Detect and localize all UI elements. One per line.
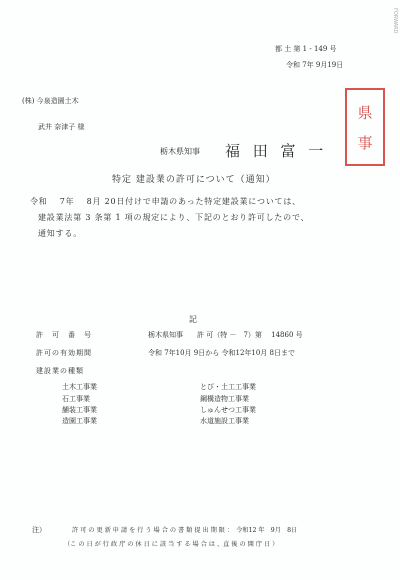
body-line-1: 令和 7年 8月 20日付けで申請のあった特定建設業については、: [30, 197, 301, 206]
business-type-left-2: 石工事業: [62, 395, 90, 403]
sender-title: 栃木県知事: [160, 147, 200, 156]
permit-number-value: 栃木県知事 許 可（特 － 7）第 14860 号: [148, 331, 303, 339]
svg-text:事: 事: [357, 134, 373, 152]
permit-period-value: 令和 7年10月 9日から 令和12年10月 8日まで: [148, 349, 295, 357]
business-type-left-4: 造園工事業: [62, 417, 97, 425]
seal-graphic: [345, 88, 385, 166]
doc-date: 令和 7年 9月19日: [286, 61, 344, 69]
permit-period-label: 許可の有効期間: [36, 349, 92, 357]
doc-number: 都 土 第 1 - 149 号: [275, 45, 337, 53]
note-label: 注）: [32, 526, 46, 534]
sender-name: 福 田 富 一: [225, 142, 328, 160]
business-type-left-1: 土木工事業: [62, 383, 97, 391]
business-type-right-4: 水道施設工事業: [200, 417, 249, 425]
permit-number-label: 許 可 番 号: [36, 331, 92, 339]
business-types-label: 建設業の種類: [36, 367, 84, 375]
body-line-2: 建設業法第 3 条第 1 項の規定により、下記のとおり許可したので、: [38, 213, 310, 222]
note-line-1: 許 可 の 更 新 申 請 を 行 う 場 合 の 書 類 提 出 期 限 ： 令和12 年 9月 8日: [72, 527, 298, 534]
business-type-left-3: 舗装工事業: [62, 406, 97, 414]
recipient-name: 武井 奈津子 様: [38, 123, 85, 131]
business-type-right-2: 鋼構造物工事業: [200, 395, 249, 403]
official-seal: [345, 88, 385, 166]
body-line-3: 通知する。: [38, 229, 82, 238]
recipient-company: (株) 今泉造園土木: [22, 97, 79, 105]
business-type-right-1: とび・土工工事業: [200, 383, 256, 391]
note-line-2: （こ の 日 が 行 政 庁 の 休 日 に 該 当 す る 場 合 は 、直 後 の 開 庁 日 ）: [64, 541, 279, 548]
ki-heading: 記: [189, 315, 197, 324]
side-mark: FORWARD: [392, 8, 398, 34]
document-title: 特定 建設業の許可について（通知）: [112, 175, 276, 185]
business-type-right-3: しゅんせつ工事業: [200, 406, 256, 414]
svg-text:県: 県: [357, 104, 373, 122]
